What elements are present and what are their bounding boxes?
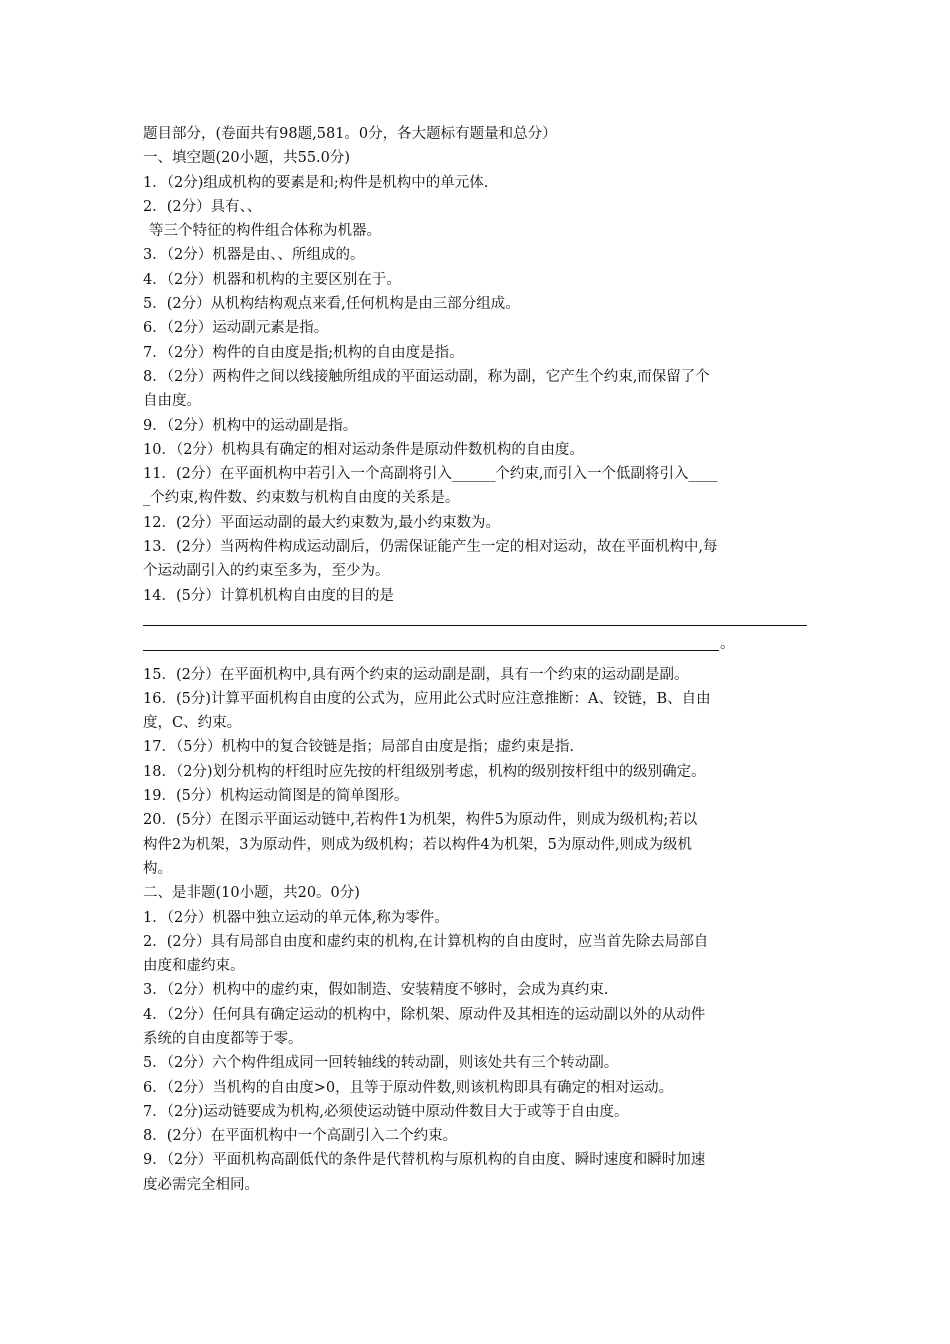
question-14: 14．(5分）计算机机构自由度的目的是 xyxy=(143,587,394,604)
tf-question-2: 2．(2分）具有局部自由度和虚约束的机构,在计算机构的自由度时，应当首先除去局部自 xyxy=(143,933,709,950)
question-8: 8．（2分）两构件之间以线接触所组成的平面运动副，称为副，它产生个约束,而保留了个 xyxy=(143,368,710,385)
question-2: 2．(2分）具有、、 xyxy=(143,198,262,215)
tf-question-4: 4．（2分）任何具有确定运动的机构中，除机架、原动件及其相连的运动副以外的从动件 xyxy=(143,1006,706,1023)
question-11-cont: _个约束,构件数、约束数与机构自由度的关系是。 xyxy=(143,490,460,507)
tf-question-8: 8．(2分）在平面机构中一个高副引入二个约束。 xyxy=(143,1128,458,1145)
question-20-cont: 构件2为机架，3为原动件，则成为级机构；若以构件4为机架，5为原动件,则成为级机 xyxy=(143,836,693,853)
question-15: 15．(2分）在平面机构中,具有两个约束的运动副是副，具有一个约束的运动副是副。 xyxy=(143,666,689,683)
tf-question-5: 5．（2分）六个构件组成同一回转轴线的转动副，则该处共有三个转动副。 xyxy=(143,1055,619,1072)
question-2-cont: 等三个特征的构件组合体称为机器。 xyxy=(149,223,381,240)
question-16: 16．(5分)计算平面机构自由度的公式为，应用此公式时应注意推断：A、铰链，B、自由 xyxy=(143,690,711,707)
exam-header: 题目部分，(卷面共有98题,581。0分，各大题标有题量和总分） xyxy=(143,126,557,142)
question-12: 12．(2分）平面运动副的最大约束数为,最小约束数为。 xyxy=(143,514,500,531)
tf-question-7: 7．（2分)运动链要成为机构,必须使运动链中原动件数目大于或等于自由度。 xyxy=(143,1103,629,1120)
question-18: 18．（2分)划分机构的杆组时应先按的杆组级别考虑，机构的级别按杆组中的级别确定。 xyxy=(143,763,706,780)
section-title-true-false: 二、是非题(10小题，共20。0分) xyxy=(143,885,360,902)
tf-question-2-cont: 由度和虚约束。 xyxy=(143,958,245,975)
question-10: 10．（2分）机构具有确定的相对运动条件是原动件数机构的自由度。 xyxy=(143,441,584,458)
question-20: 20．(5分）在图示平面运动链中,若构件1为机架，构件5为原动件，则成为级机构;若以 xyxy=(143,812,698,829)
tf-question-4-cont: 系统的自由度都等于零。 xyxy=(143,1030,303,1047)
question-17: 17．（5分）机构中的复合铰链是指；局部自由度是指；虚约束是指. xyxy=(143,739,575,756)
question-11: 11．(2分）在平面机构中若引入一个高副将引入______个约束,而引入一个低副将引入____ xyxy=(143,466,718,483)
document-page xyxy=(143,122,809,1197)
question-13-cont: 个运动副引入的约束至多为，至少为。 xyxy=(143,563,390,580)
question-13: 13．(2分）当两构件构成运动副后，仍需保证能产生一定的相对运动，故在平面机构中,每 xyxy=(143,539,718,556)
question-7: 7．（2分）构件的自由度是指;机构的自由度是指。 xyxy=(143,344,464,361)
question-3: 3．（2分）机器是由、、所组成的。 xyxy=(143,247,365,264)
answer-blank-end: 。 xyxy=(720,635,735,652)
question-5: 5．(2分）从机构结构观点来看,任何机构是由三部分组成。 xyxy=(143,296,520,313)
question-9: 9．（2分）机构中的运动副是指。 xyxy=(143,417,358,434)
section-title-fill-in: 一、填空题(20小题，共55.0分) xyxy=(143,150,351,167)
question-20-cont-2: 构。 xyxy=(143,860,172,877)
question-16-cont: 度，C、约束。 xyxy=(143,715,242,732)
tf-question-9-cont: 度必需完全相同。 xyxy=(143,1176,259,1193)
answer-blank-line-1 xyxy=(143,608,809,632)
tf-question-3: 3．（2分）机构中的虚约束，假如制造、安装精度不够时，会成为真约束. xyxy=(143,982,609,999)
question-8-cont: 自由度。 xyxy=(143,393,201,410)
question-19: 19．(5分）机构运动简图是的简单图形。 xyxy=(143,788,409,805)
question-6: 6．（2分）运动副元素是指。 xyxy=(143,320,329,337)
question-4: 4．（2分）机器和机构的主要区别在于。 xyxy=(143,271,401,288)
tf-question-6: 6．（2分）当机构的自由度>0，且等于原动件数,则该机构即具有确定的相对运动。 xyxy=(143,1079,674,1096)
answer-blank-line-2 xyxy=(143,632,809,656)
question-1: 1．（2分)组成机构的要素是和;构件是机构中的单元体. xyxy=(143,174,489,191)
tf-question-1: 1．（2分）机器中独立运动的单元体,称为零件。 xyxy=(143,909,449,926)
tf-question-9: 9．（2分）平面机构高副低代的条件是代替机构与原机构的自由度、瞬时速度和瞬时加速 xyxy=(143,1152,706,1169)
